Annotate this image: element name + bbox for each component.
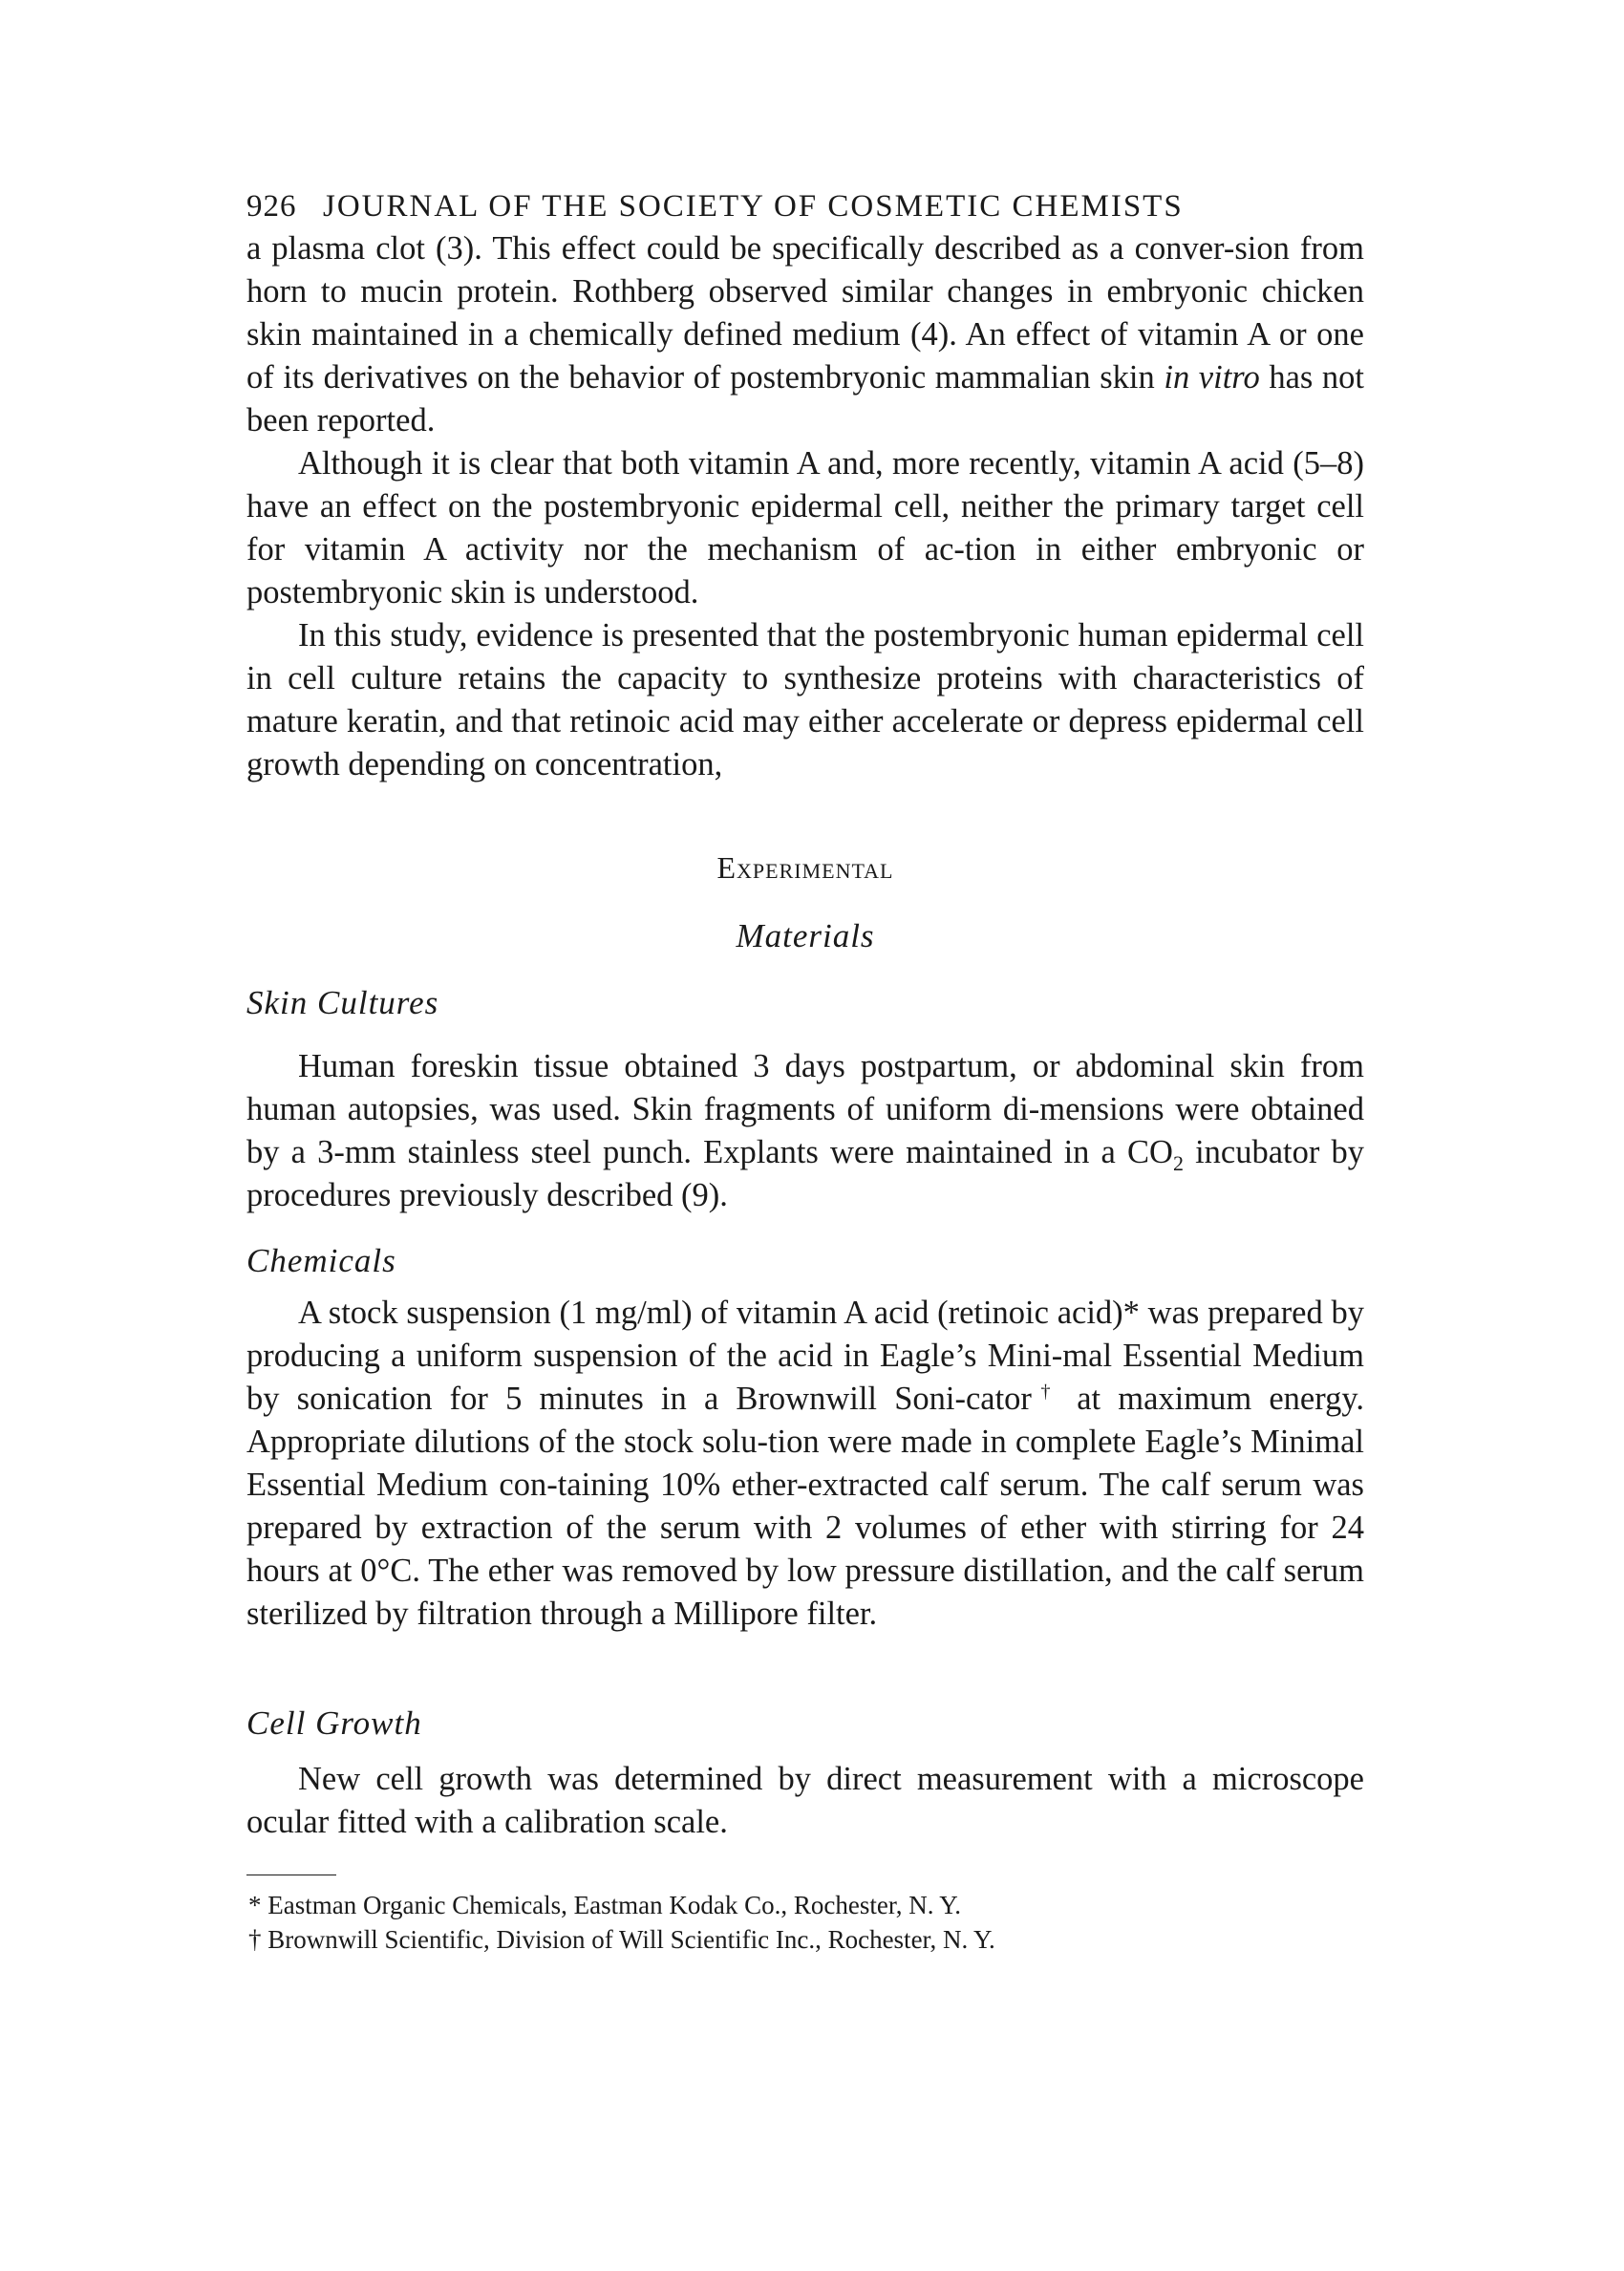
page-number: 926	[246, 189, 297, 224]
chemicals-text: A stock suspension (1 mg/ml) of vitamin A acid (retinoic acid)* was prepared by producing a uniform suspension of the acid in Eagle’s Mini-mal Essential Medium by sonication for 5 minutes in a Brownwill Soni-cator	[246, 1295, 1364, 1417]
skin-cultures-heading: Skin Cultures	[246, 984, 439, 1021]
chemicals-section	[246, 1292, 1364, 1636]
footnotes	[246, 1888, 1364, 1957]
footnote-2: † Brownwill Scientific, Division of Will Scientific Inc., Rochester, N. Y.	[248, 1925, 995, 1954]
cell-growth-heading: Cell Growth	[246, 1704, 422, 1742]
section-heading	[246, 850, 1364, 886]
subsection-heading: Materials	[736, 917, 875, 954]
intro-paragraph-3: In this study, evidence is presented that the postembryonic human epidermal cell in cell culture retains the capacity to synthesize proteins with characteristics of mature keratin, and that retinoic acid may either accelerate or depress epidermal cell growth depending on concentration,	[246, 617, 1364, 782]
chemicals-heading: Chemicals	[246, 1242, 396, 1279]
co2-subscript: 2	[1172, 1150, 1184, 1175]
intro-section	[246, 227, 1364, 786]
intro-paragraph-2: Although it is clear that both vitamin A and, more recently, vitamin A acid (5–8) have an effect on the postembryonic epidermal cell, neither the primary target cell for vitamin A activity nor the mechanism of ac-tion in either embryonic or postembryonic skin is understood.	[246, 445, 1364, 611]
cell-growth-paragraph: New cell growth was determined by direct measurement with a microscope ocular fitted with a calibration scale.	[246, 1761, 1364, 1840]
chemicals-text-end: at maximum energy. Appropriate dilutions of the stock solu-tion were made in complete Eagle’s Minimal Essential Medium con-taining 10% ether-extracted calf serum. The calf serum was prepared by extraction of the serum with 2 volumes of ether with stirring for 24 hours at 0°C. The ether was removed by low pressure distillation, and the calf serum sterilized by filtration through a Millipore filter.	[246, 1381, 1364, 1632]
footnote-1: * Eastman Organic Chemicals, Eastman Kodak Co., Rochester, N. Y.	[248, 1891, 962, 1919]
dagger-footnote-mark: †	[1031, 1381, 1060, 1403]
in-vitro-term: in vitro	[1164, 359, 1260, 396]
skin-cultures-text: Human foreskin tissue obtained 3 days postpartum, or abdominal skin from human autopsies, was used. Skin fragments of uniform di-mensions were obtained by a 3-mm stainless steel punch. Explants were maintained in a CO	[246, 1048, 1364, 1170]
skin-cultures-paragraph	[246, 1045, 1364, 1217]
cell-growth-section	[246, 1758, 1364, 1844]
skin-cultures-text-end: incubator by procedures previously described (9).	[246, 1134, 1364, 1213]
journal-title: JOURNAL OF THE SOCIETY OF COSMETIC CHEMISTS	[323, 189, 1184, 224]
chemicals-paragraph	[246, 1292, 1364, 1636]
intro-paragraph-1-end: has not been reported.	[246, 359, 1365, 439]
skin-cultures-section	[246, 1045, 1364, 1217]
section-title: Experimental	[716, 850, 894, 885]
running-head	[246, 189, 1364, 225]
intro-paragraph-1	[246, 227, 1364, 442]
intro-paragraph-1-text: a plasma clot (3). This effect could be specifically described as a conver-sion from horn to mucin protein. Rothberg observed similar changes in embryonic chicken skin maintained in a chemically defined medium (4). An effect of vitamin A or one of its derivatives on the behavior of postembryonic mammalian skin	[246, 230, 1364, 396]
